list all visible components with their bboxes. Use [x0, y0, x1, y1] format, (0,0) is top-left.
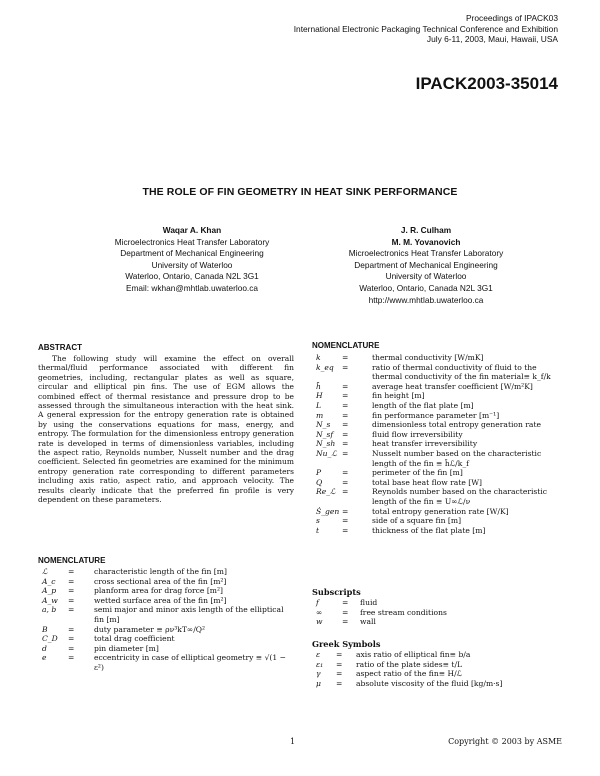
equals-sign: = — [336, 650, 343, 659]
definition: average heat transfer coefficient [W/m²K] — [372, 381, 533, 391]
definition: total entropy generation rate [W/K] — [372, 506, 509, 516]
symbol: e — [42, 653, 47, 663]
definition: total base heat flow rate [W] — [372, 477, 483, 487]
symbol: A_w — [42, 595, 58, 605]
equals-sign: = — [342, 516, 349, 526]
definition: total drag coefficient — [94, 634, 175, 644]
abstract-heading: ABSTRACT — [38, 343, 82, 352]
definition: perimeter of the fin [m] — [372, 468, 463, 478]
equals-sign: = — [342, 487, 349, 497]
symbol: ε — [316, 650, 321, 659]
author-name: J. R. Culham — [400, 225, 452, 235]
symbol: P — [316, 468, 322, 478]
definition: cross sectional area of the fin [m²] — [94, 576, 227, 586]
symbol: B — [42, 624, 48, 634]
symbol: μ — [316, 678, 321, 688]
equals-sign: = — [68, 643, 75, 653]
definition: duty parameter ≡ ρν³kT∞/Q² — [94, 624, 206, 634]
page-number: 1 — [290, 737, 296, 746]
symbol: d — [42, 643, 47, 653]
equals-sign: = — [342, 420, 349, 430]
affiliation-line: Department of Mechanical Engineering — [120, 248, 264, 259]
greek-symbols-list — [316, 650, 564, 694]
author-name: M. M. Yovanovich — [391, 236, 461, 247]
greek-symbols-heading: Greek Symbols — [312, 639, 381, 649]
affiliation-line: Waterloo, Ontario, Canada N2L 3G1 — [125, 271, 259, 282]
definition: fin performance parameter [m⁻¹] — [372, 410, 500, 420]
subscripts-heading: Subscripts — [312, 587, 361, 597]
equals-sign: = — [342, 598, 349, 607]
equals-sign: = — [342, 353, 349, 362]
equals-sign: = — [342, 362, 349, 372]
definition: fluid flow irreversibility — [372, 429, 463, 439]
definition: Reynolds number based on the characteristic length of the fin ≡ U∞ℒ/ν — [372, 487, 548, 506]
nomenclature-list-right — [316, 353, 564, 585]
nomenclature-list-left — [42, 567, 296, 732]
author-website: http://www.mhtlab.uwaterloo.ca — [368, 294, 484, 305]
symbol: A_p — [42, 586, 57, 596]
equals-sign: = — [342, 410, 349, 420]
definition: pin diameter [m] — [94, 643, 159, 653]
equals-sign: = — [336, 659, 343, 669]
paper-id: IPACK2003-35014 — [415, 74, 558, 93]
paper-title: THE ROLE OF FIN GEOMETRY IN HEAT SINK PERFORMANCE — [142, 186, 458, 198]
equals-sign: = — [342, 607, 349, 617]
symbol: N_sf — [316, 429, 334, 439]
equals-sign: = — [68, 653, 75, 663]
symbol: γ — [316, 669, 321, 679]
equals-sign: = — [68, 624, 75, 634]
definition: fluid — [360, 598, 378, 607]
equals-sign: = — [342, 429, 349, 439]
symbol: ℒ — [42, 567, 48, 576]
equals-sign: = — [342, 525, 349, 535]
equals-sign: = — [68, 567, 75, 576]
affiliation-line: University of Waterloo — [385, 271, 467, 282]
equals-sign: = — [342, 391, 349, 401]
definition: heat transfer irreversibility — [372, 439, 478, 449]
definition: ratio of thermal conductivity of fluid to the thermal conductivity of the fin material≡ k_f/k — [372, 362, 551, 382]
symbol: A_c — [42, 576, 56, 586]
conference-header — [294, 13, 558, 45]
symbol: t — [316, 525, 320, 535]
copyright-notice: Copyright © 2003 by ASME — [448, 737, 562, 746]
symbol: f — [316, 598, 319, 607]
equals-sign: = — [68, 595, 75, 605]
definition: fin height [m] — [372, 391, 425, 401]
definition: dimensionless total entropy generation rate — [372, 420, 541, 430]
symbol: Ṡ_gen — [316, 506, 340, 516]
symbol: h̄ — [316, 381, 321, 391]
equals-sign: = — [342, 449, 349, 458]
symbol: ε₁ — [316, 659, 324, 669]
subscripts-list — [316, 598, 564, 630]
header-line-2: International Electronic Packaging Technical Conference and Exhibition — [293, 23, 558, 34]
definition: thermal conductivity [W/mK] — [372, 353, 484, 362]
equals-sign: = — [68, 634, 75, 644]
definition: ratio of the plate sides≡ t/L — [356, 659, 463, 669]
symbol: w — [316, 617, 323, 627]
definition: wetted surface area of the fin [m²] — [94, 595, 227, 605]
affiliation-line: Microelectronics Heat Transfer Laboratory — [114, 236, 270, 247]
definition: Nusselt number based on the characteristic length of the fin ≡ h̄ℒ/k_f — [372, 449, 542, 468]
definition: side of a square fin [m] — [372, 516, 462, 526]
author-name: Waqar A. Khan — [162, 225, 222, 235]
equals-sign: = — [68, 586, 75, 596]
abstract-text: The following study will examine the effect on overall thermal/fluid performance associated with different fin geometries, including, rectangular plates as well as square, circular and elliptical pin fins. The use of EGM allows the combined effect of thermal resistance and pressure drop to be assessed through the simultaneous interaction with the heat sink. A general expression for the entropy generation rate is obtained by using the conservations equations for mass, energy, and entropy. The formulation for the dimensionless entropy generation rate is developed in terms of dimensionless variables, including the aspect ratio, Reynolds number, Nusselt number and the drag coefficient. Selected fin geometries are examined for the minimum entropy generation rate corresponding to different parameters including axis ratio, aspect ratio, and approach velocity. The results clearly indicate that the preferred fin profile is very dependent on these parameters. — [38, 354, 294, 505]
equals-sign: = — [68, 605, 75, 615]
symbol: N_sh — [316, 439, 336, 449]
author-block-left — [62, 225, 322, 295]
equals-sign: = — [342, 401, 349, 410]
affiliation-line: Department of Mechanical Engineering — [354, 259, 498, 270]
definition: semi major and minor axis length of the elliptical fin [m] — [94, 605, 284, 624]
symbol: k_eq — [316, 362, 334, 372]
symbol: Q — [316, 477, 323, 487]
definition: axis ratio of elliptical fin≡ b/a — [356, 650, 471, 659]
symbol: k — [316, 353, 321, 362]
definition: absolute viscosity of the fluid [kg/m·s] — [356, 678, 503, 688]
definition: wall — [360, 617, 376, 627]
header-line-3: July 6-11, 2003, Maui, Hawaii, USA — [426, 34, 558, 45]
equals-sign: = — [342, 477, 349, 487]
affiliation-line: Waterloo, Ontario, Canada N2L 3G1 — [359, 282, 493, 293]
equals-sign: = — [342, 617, 349, 627]
definition: planform area for drag force [m²] — [94, 586, 223, 596]
nomenclature-heading-left: NOMENCLATURE — [38, 556, 106, 565]
definition: aspect ratio of the fin≡ H/ℒ — [356, 669, 463, 679]
symbol: Nu_ℒ — [316, 449, 337, 458]
symbol: L — [316, 401, 322, 410]
equals-sign: = — [342, 381, 349, 391]
affiliation-line: Microelectronics Heat Transfer Laboratory — [348, 248, 504, 259]
symbol: m — [316, 410, 324, 420]
symbol: a, b — [42, 605, 57, 615]
symbol: H — [316, 391, 323, 401]
equals-sign: = — [336, 678, 343, 688]
equals-sign: = — [342, 468, 349, 478]
equals-sign: = — [342, 439, 349, 449]
definition: length of the flat plate [m] — [372, 401, 474, 410]
author-block-right — [296, 225, 556, 306]
nomenclature-heading-right: NOMENCLATURE — [312, 341, 380, 350]
definition: free stream conditions — [360, 607, 447, 617]
definition: characteristic length of the fin [m] — [94, 567, 227, 576]
equals-sign: = — [342, 506, 349, 516]
equals-sign: = — [336, 669, 343, 679]
symbol: N_s — [316, 420, 331, 430]
symbol: C_D — [42, 634, 58, 644]
header-line-1: Proceedings of IPACK03 — [465, 13, 558, 23]
symbol: s — [316, 516, 320, 526]
affiliation-line: University of Waterloo — [151, 259, 233, 270]
equals-sign: = — [68, 576, 75, 586]
symbol: Re_ℒ — [316, 487, 336, 497]
definition: eccentricity in case of elliptical geometry ≡ √(1 − ε²) — [94, 653, 286, 672]
symbol: ∞ — [316, 607, 323, 617]
author-email: Email: wkhan@mhtlab.uwaterloo.ca — [125, 282, 258, 293]
definition: thickness of the flat plate [m] — [372, 525, 486, 535]
